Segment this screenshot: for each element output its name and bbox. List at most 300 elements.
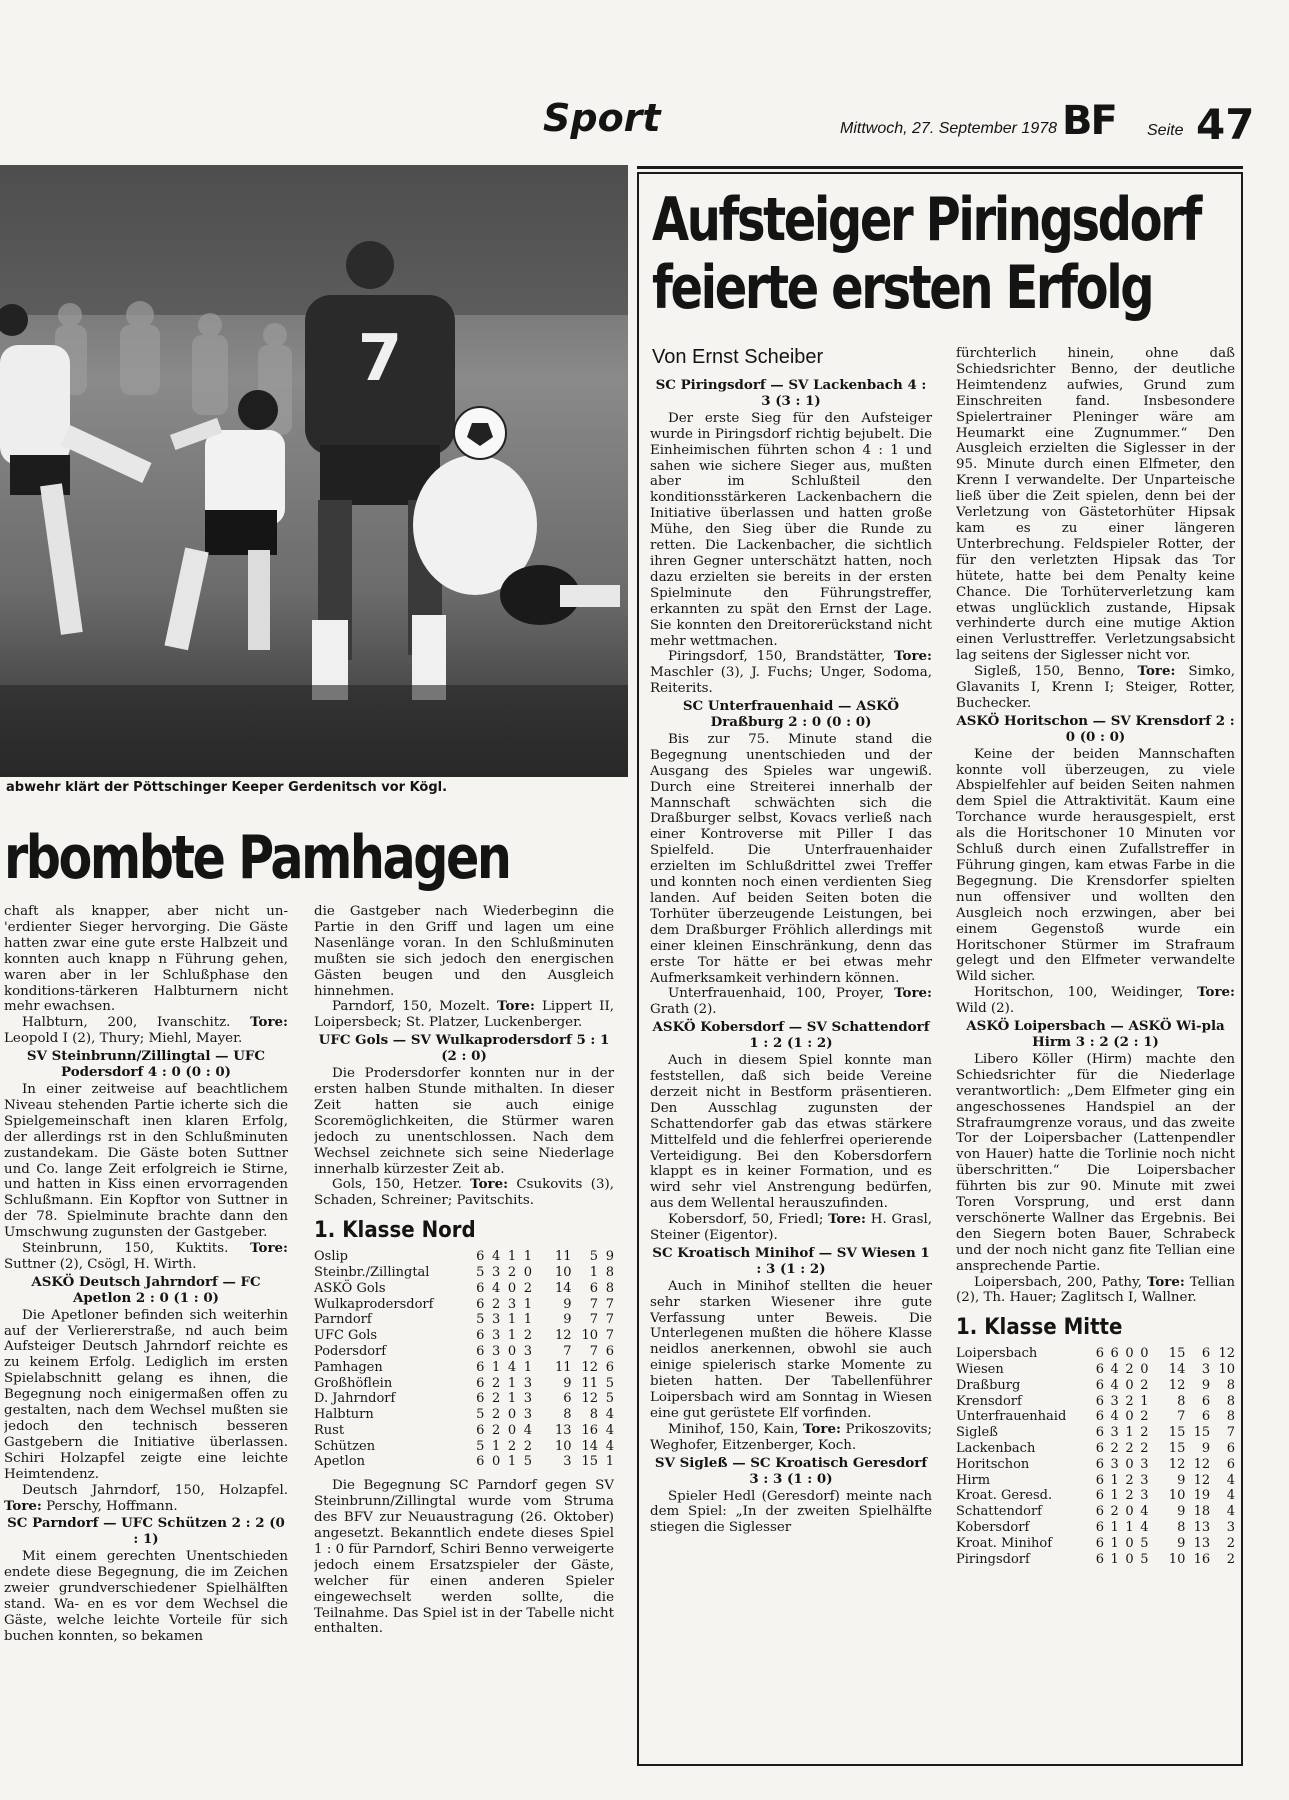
standings-cell: 4 — [1226, 1488, 1235, 1504]
match-venue-referee: Steinbrunn, 150, Kuktits. — [22, 1241, 251, 1257]
standings-cell: 2 — [507, 1438, 517, 1454]
team-name: Oslip — [314, 1249, 348, 1265]
right-headline: Aufsteiger Piringsdorf feierte ersten Erfolg — [652, 185, 1200, 323]
standings-row — [956, 1504, 1235, 1520]
team-name: Kroat. Geresd. — [956, 1488, 1053, 1504]
standings-cell: 16 — [1193, 1551, 1211, 1567]
standings-row — [956, 1457, 1235, 1473]
match-venue-referee: Unterfrauenhaid, 100, Proyer, — [668, 986, 895, 1002]
standings-cell: 2 — [1125, 1488, 1134, 1504]
standings-cell: 4 — [1110, 1377, 1119, 1393]
match-heading: ASKÖ Horitschon — SV Krensdorf 2 : 0 (0 : 0) — [956, 712, 1235, 745]
standings-cell: 3 — [563, 1454, 572, 1470]
goal-scorers: Maschler (3), J. Fuchs; Unger, Sodoma, Reiterits. — [650, 665, 932, 697]
standings-cell: 10 — [554, 1438, 572, 1454]
team-name: Steinbr./Zillingtal — [314, 1264, 430, 1280]
standings-row — [314, 1281, 614, 1297]
standings-cell: 3 — [1140, 1488, 1149, 1504]
standings-cell: 6 — [476, 1280, 485, 1296]
match-result-line — [4, 1015, 288, 1047]
standings-cell: 1 — [1110, 1472, 1119, 1488]
standings-cell: 2 — [523, 1328, 532, 1344]
goals-label: Tore: — [894, 985, 932, 1002]
article-paragraph: Auch in Minihof stellten die heuer sehr starken Wiesener ihre gute Verfassung unter Beweis. Die Unterlegenen mußten die höhere Klasse neidlos anerkennen, obwohl sie auch einige spielerisch starke Momente zu bieten hatten. Der Tabellenführer Loipersbach wird am Sonntag in Wiesen eine gut gerüstete Elf vorfinden. — [650, 1278, 932, 1421]
match-result-line — [650, 1422, 932, 1454]
standings-cell: 4 — [523, 1422, 532, 1438]
goal-scorers: Lippert II, Loipersbeck; St. Platzer, Luckenberger. — [314, 999, 614, 1031]
team-name: Piringsdorf — [956, 1551, 1030, 1567]
standings-row — [956, 1378, 1235, 1394]
standings-row — [314, 1454, 614, 1470]
goal-scorers: Tellian (2), Th. Hauer; Zaglitsch I, Wallner. — [956, 1274, 1235, 1306]
standings-cell: 4 — [1226, 1472, 1235, 1488]
standings-cell: 7 — [589, 1312, 599, 1328]
standings-cell: 6 — [1095, 1504, 1104, 1520]
match-venue-referee: Deutsch Jahrndorf, 150, Holzapfel. — [22, 1482, 288, 1498]
standings-cell: 6 — [1226, 1456, 1235, 1472]
standings-cell: 6 — [476, 1359, 485, 1375]
team-name: ASKÖ Gols — [314, 1280, 386, 1296]
standings-cell: 1 — [1125, 1520, 1134, 1536]
standings-cell: 1 — [507, 1249, 517, 1265]
standings-cell: 4 — [1110, 1409, 1119, 1425]
standings-cell: 7 — [605, 1296, 614, 1312]
standings-cell: 1 — [507, 1375, 517, 1391]
byline: Von Ernst Scheiber — [652, 346, 824, 368]
standings-cell: 0 — [523, 1264, 532, 1280]
standings-cell: 1 — [507, 1454, 517, 1470]
box-top-rule — [637, 166, 1243, 169]
standings-cell: 15 — [1168, 1346, 1186, 1362]
standings-cell: 2 — [1140, 1409, 1149, 1425]
standings-row — [956, 1441, 1235, 1457]
standings-cell: 0 — [1125, 1551, 1134, 1567]
standings-cell: 12 — [1218, 1346, 1235, 1362]
standings-row — [314, 1376, 614, 1392]
match-heading: ASKÖ Loipersbach — ASKÖ Wi-pla Hirm 3 : 2 (2 : 1) — [966, 1018, 1225, 1050]
standings-cell: 3 — [1110, 1393, 1119, 1409]
article-paragraph: fürchterlich hinein, ohne daß Schiedsrichter Benno, der deutliche Heimtendenz aufwies, Grund zum Einschreiten fand. Insbesondere Spielertrainer Pleninger wäre am Heumarkt eine Zugnummer.“ Den Ausgleich erzielten die Siglesser in der 95. Minute durch einen Elfmeter, den Krenn I verwandelte. Der Unparteische ließ über die Zeit spielen, denn bei der Verletzung von Gästetorhüter Hipsak kam es zu einer längeren Unterbrechung. Feldspieler Rotter, der für den verletzten Hipsak das Tor hütete, hatte bei dem Penalty keine Chance. Die Torhüterverletzung kam etwas unglücklich zustande, Hipsak verhinderte durch eine mutige Aktion einen Verlusttreffer. Verletzungsabsicht lag seitens der Siglesser nicht vor. — [956, 346, 1235, 664]
standings-cell: 6 — [476, 1343, 485, 1359]
standings-cell: 9 — [1201, 1441, 1211, 1457]
standings-cell: 6 — [1095, 1409, 1104, 1425]
standings-cell: 6 — [476, 1296, 485, 1312]
standings-cell: 1 — [1110, 1488, 1119, 1504]
standings-cell: 2 — [491, 1422, 501, 1438]
standings-cell: 8 — [1177, 1520, 1186, 1536]
match-venue-referee: Sigleß, 150, Benno, — [974, 664, 1138, 680]
standings-cell: 0 — [1125, 1377, 1134, 1393]
standings-cell: 0 — [1125, 1456, 1134, 1472]
standings-cell: 8 — [563, 1407, 572, 1423]
standings-cell: 6 — [1095, 1425, 1104, 1441]
standings-cell: 3 — [1226, 1520, 1235, 1536]
article-paragraph: Keine der beiden Mannschaften konnte voll überzeugen, zu viele Abspielfehler auf beiden Seiten nahmen dem Spiel die Attraktivität. Kaum eine Torchance wurde herausgespielt, erst als die Horitschoner 10 Minuten vor Schluß durch einen Zufallstreffer in Führung gingen, kam etwas Farbe in die Begegnung. Die Krensdorfer spielten nun offensiver und wollten den Ausgleich noch erzwingen, aber bei einem Gegenstoß wurde ein Horitschoner Stürmer im Strafraum gelegt und den Elfmeter verwandelte Wild sicher. — [956, 746, 1235, 985]
team-name: Horitschon — [956, 1456, 1030, 1472]
standings-cell: 0 — [1140, 1362, 1149, 1378]
standings-cell: 8 — [605, 1264, 614, 1280]
team-name: Großhöflein — [314, 1375, 393, 1391]
match-result-line — [650, 649, 932, 697]
goals-label: Tore: — [1137, 663, 1176, 680]
standings-cell: 0 — [507, 1407, 517, 1423]
standings-cell: 1 — [491, 1438, 501, 1454]
standings-cell: 1 — [1110, 1520, 1119, 1536]
goal-scorers: H. Grasl, Steiner (Eigentor). — [650, 1212, 932, 1244]
standings-cell: 3 — [1201, 1362, 1211, 1378]
match-heading: SC Parndorf — UFC Schützen 2 : 2 (0 : 1) — [7, 1515, 285, 1548]
standings-cell: 4 — [605, 1422, 614, 1438]
standings-cell: 6 — [1226, 1441, 1235, 1457]
standings-cell: 6 — [476, 1328, 485, 1344]
standings-cell: 3 — [491, 1343, 501, 1359]
standings-cell: 10 — [554, 1264, 572, 1280]
standings-row — [956, 1394, 1235, 1410]
standings-cell: 2 — [491, 1296, 501, 1312]
standings-cell: 6 — [1095, 1346, 1104, 1362]
right-article-column-2 — [956, 346, 1235, 1756]
left-article-column-1 — [4, 904, 288, 1764]
standings-cell: 2 — [1140, 1441, 1149, 1457]
standings-cell: 18 — [1193, 1504, 1211, 1520]
match-result-line — [314, 1177, 614, 1209]
goals-label: Tore: — [803, 1420, 841, 1437]
standings-cell: 8 — [1226, 1393, 1235, 1409]
standings-cell: 12 — [1168, 1377, 1186, 1393]
standings-row — [314, 1344, 614, 1360]
football-photo — [0, 165, 628, 777]
standings-cell: 4 — [1140, 1504, 1149, 1520]
table-nord-title: 1. Klasse Nord — [314, 1218, 476, 1244]
standings-cell: 0 — [1125, 1504, 1134, 1520]
standings-cell: 14 — [554, 1280, 572, 1296]
match-result-line — [956, 985, 1235, 1017]
standings-cell: 6 — [1095, 1441, 1104, 1457]
jersey-number: 7 — [357, 322, 403, 396]
team-name: Parndorf — [314, 1312, 372, 1328]
standings-cell: 9 — [1201, 1377, 1211, 1393]
article-paragraph: die Gastgeber nach Wiederbeginn die Partie in den Griff und lagen um eine Nasenlänge voran. In den Schlußminuten mußten sie sich jedoch den energischen Gästen beugen und den Ausgleich hinnehmen. — [314, 904, 614, 999]
standings-cell: 2 — [1226, 1551, 1235, 1567]
team-name: UFC Gols — [314, 1328, 378, 1344]
standings-row — [956, 1520, 1235, 1536]
issue-date: Mittwoch, 27. September 1978 — [840, 120, 1058, 137]
team-name: Unterfrauenhaid — [956, 1409, 1067, 1425]
standings-cell: 4 — [491, 1249, 501, 1265]
standings-cell: 6 — [476, 1249, 485, 1265]
standings-cell: 9 — [1177, 1472, 1186, 1488]
standings-cell: 2 — [523, 1280, 532, 1296]
article-paragraph: Auch in diesem Spiel konnte man feststellen, daß sich beide Vereine derzeit nicht in Bestform präsentieren. Den Ausschlag zugunsten der Schattendorfer gab das etwas stärkere Mittelfeld und die fehlerfrei operierende Verteidigung. Bei den Kobersdorfern klappt es in keiner Formation, und es wird sehr viel Anstrengung bedürfen, aus dem Wellental herauszufinden. — [650, 1053, 932, 1212]
standings-cell: 7 — [1177, 1409, 1186, 1425]
goal-scorers: Prikoszovits; Weghofer, Eitzenberger, Koch. — [650, 1421, 932, 1453]
left-article-column-2 — [314, 904, 614, 1764]
standings-cell: 6 — [1095, 1520, 1104, 1536]
standings-cell: 3 — [491, 1264, 501, 1280]
goal-scorers: Csukovits (3), Schaden, Schreiner; Pavitschits. — [314, 1177, 614, 1209]
standings-cell: 9 — [563, 1312, 572, 1328]
standings-cell: 7 — [605, 1312, 614, 1328]
standings-cell: 9 — [1177, 1535, 1186, 1551]
team-name: Rust — [314, 1422, 345, 1438]
right-article-column-1 — [650, 376, 932, 1756]
standings-cell: 4 — [605, 1407, 614, 1423]
match-result-line — [4, 1483, 288, 1515]
standings-cell: 3 — [523, 1391, 532, 1407]
standings-cell: 0 — [1125, 1409, 1134, 1425]
match-venue-referee: Horitschon, 100, Weidinger, — [974, 985, 1198, 1001]
standings-cell: 12 — [581, 1359, 599, 1375]
standings-table-nord — [314, 1249, 614, 1470]
standings-cell: 12 — [554, 1328, 572, 1344]
standings-cell: 2 — [523, 1438, 532, 1454]
match-heading: SC Piringsdorf — SV Lackenbach 4 : 3 (3 : 1) — [655, 377, 927, 409]
standings-row — [314, 1391, 614, 1407]
standings-cell: 6 — [605, 1359, 614, 1375]
goal-scorers: Perschy, Hoffmann. — [41, 1498, 178, 1514]
goals-label: Tore: — [828, 1211, 867, 1228]
parndorf-note: Die Begegnung SC Parndorf gegen SV Steinbrunn/Zillingtal wurde vom Struma des BFV zur Neuaustragung (26. Oktober) angesetzt. Bekanntlich endete dieses Spiel 1 : 0 für Parndorf, Schiri Benno verweigerte jedoch einem Ersatzspieler der Gäste, welcher für einen anderen Spieler eingewechselt werden sollte, die Teilnahme. Das Spiel ist in der Tabelle nicht enthalten. — [314, 1478, 614, 1637]
standings-cell: 4 — [1110, 1362, 1119, 1378]
match-result-line — [956, 664, 1235, 712]
match-heading: SC Unterfrauenhaid — ASKÖ Draßburg 2 : 0 (0 : 0) — [682, 698, 900, 731]
standings-row — [314, 1328, 614, 1344]
standings-cell: 6 — [1095, 1362, 1104, 1378]
standings-cell: 4 — [507, 1359, 517, 1375]
standings-cell: 8 — [1226, 1409, 1235, 1425]
goals-label: Tore: — [470, 1176, 509, 1193]
standings-cell: 2 — [1125, 1472, 1134, 1488]
goals-label: Tore: — [4, 1497, 42, 1514]
goals-label: Tore: — [250, 1240, 288, 1257]
standings-cell: 1 — [605, 1454, 614, 1470]
standings-cell: 19 — [1193, 1488, 1211, 1504]
article-paragraph: Die Prodersdorfer konnten nur in der ersten halben Stunde mithalten. In dieser Zeit hatten sie auch einige Scoremöglichkeiten, die Stürmer waren jedoch zu unentschlossen. Nach dem Wechsel zeichnete sich seine Niederlage innerhalb kürzester Zeit ab. — [314, 1066, 614, 1177]
standings-cell: 0 — [507, 1422, 517, 1438]
standings-cell: 3 — [523, 1343, 532, 1359]
page-label: Seite — [1147, 122, 1184, 139]
goal-scorers: Grath (2). — [650, 1002, 717, 1018]
team-name: Wulkaprodersdorf — [314, 1296, 434, 1312]
standings-row — [956, 1425, 1235, 1441]
team-name: Halbturn — [314, 1407, 374, 1423]
standings-cell: 1 — [1110, 1535, 1119, 1551]
standings-cell: 2 — [1125, 1362, 1134, 1378]
article-paragraph: Mit einem gerechten Unentschieden endete diese Begegnung, die im Zeichen zweier grundverschiedener Spielhälften stand. Wa- en es vor dem Wechsel die Gäste, welche leichte Vorteile für sich buchen konnten, so bekamen — [4, 1549, 288, 1644]
standings-cell: 2 — [491, 1391, 501, 1407]
standings-cell: 1 — [523, 1312, 532, 1328]
standings-cell: 7 — [605, 1328, 614, 1344]
match-heading: UFC Gols — SV Wulkaprodersdorf 5 : 1 (2 : 0) — [318, 1032, 610, 1065]
standings-cell: 5 — [476, 1312, 485, 1328]
standings-cell: 11 — [554, 1249, 572, 1265]
standings-cell: 12 — [1193, 1472, 1211, 1488]
standings-cell: 3 — [1110, 1425, 1119, 1441]
standings-cell: 10 — [1168, 1551, 1186, 1567]
standings-cell: 5 — [1140, 1535, 1149, 1551]
standings-cell: 6 — [476, 1422, 485, 1438]
standings-cell: 7 — [563, 1343, 572, 1359]
standings-cell: 3 — [1110, 1456, 1119, 1472]
standings-cell: 5 — [605, 1391, 614, 1407]
standings-cell: 11 — [554, 1359, 572, 1375]
standings-cell: 5 — [589, 1249, 599, 1265]
standings-cell: 15 — [1168, 1425, 1186, 1441]
standings-cell: 3 — [523, 1407, 532, 1423]
match-result-line — [314, 999, 614, 1031]
standings-cell: 1 — [507, 1312, 517, 1328]
match-venue-referee: Kobersdorf, 50, Friedl; — [668, 1212, 829, 1228]
team-name: Pamhagen — [314, 1359, 383, 1375]
standings-cell: 0 — [507, 1343, 517, 1359]
match-venue-referee: Minihof, 150, Kain, — [668, 1421, 804, 1437]
goal-scorers: Leopold I (2), Thury; Miehl, Mayer. — [4, 1031, 243, 1047]
standings-cell: 1 — [1140, 1393, 1149, 1409]
standings-cell: 11 — [581, 1375, 599, 1391]
standings-row — [314, 1312, 614, 1328]
goals-label: Tore: — [497, 998, 535, 1015]
article-paragraph: Spieler Hedl (Geresdorf) meinte nach dem Spiel: „In der zweiten Spielhälfte stiegen die Siglesser — [650, 1488, 932, 1536]
standings-cell: 13 — [1193, 1520, 1211, 1536]
match-result-line — [4, 1241, 288, 1273]
standings-cell: 7 — [589, 1343, 599, 1359]
standings-cell: 6 — [476, 1454, 485, 1470]
standings-cell: 14 — [581, 1438, 599, 1454]
standings-cell: 7 — [1226, 1425, 1235, 1441]
standings-cell: 0 — [491, 1454, 501, 1470]
standings-cell: 16 — [581, 1422, 599, 1438]
standings-row — [314, 1407, 614, 1423]
standings-cell: 13 — [554, 1422, 572, 1438]
standings-cell: 6 — [1095, 1551, 1104, 1567]
standings-cell: 5 — [476, 1438, 485, 1454]
article-paragraph: chaft als knapper, aber nicht un-'erdienter Sieger hervorging. Die Gäste hatten zwar eine gute erste Halbzeit und konnten auch knapp n Führung gehen, waren aber in ler Schlußphase den konditions-tärkeren Halbturnern nicht mehr ewachsen. — [4, 904, 288, 1015]
team-name: Wiesen — [956, 1362, 1004, 1378]
match-result-line — [650, 986, 932, 1018]
section-title: Sport — [543, 96, 661, 140]
standings-row — [956, 1346, 1235, 1362]
standings-cell: 4 — [605, 1438, 614, 1454]
standings-cell: 10 — [581, 1328, 599, 1344]
standings-cell: 12 — [1168, 1456, 1186, 1472]
photo-caption: abwehr klärt der Pöttschinger Keeper Gerdenitsch vor Kögl. — [6, 780, 448, 795]
standings-cell: 6 — [476, 1391, 485, 1407]
article-paragraph: Der erste Sieg für den Aufsteiger wurde in Piringsdorf richtig bejubelt. Die Einheimischen führten schon 4 : 1 und sahen wie sichere Sieger aus, mußten aber im Schlußteil den konditionsstärkeren Lackenbachern die Initiative überlassen und hatten große Mühe, den Sieg über die Runde zu retten. Die Lackenbacher, die sichtlich ihren Gegner unterschätzt hatten, noch dazu erzielten sie bereits in der ersten Spielminute den Führungstreffer, erkannten zu spät den Ernst der Lage. Sie konnten den Dreitorerückstand nicht mehr wettmachen. — [650, 410, 932, 649]
standings-cell: 1 — [589, 1264, 599, 1280]
standings-cell: 12 — [1193, 1456, 1211, 1472]
article-paragraph: Die Apetloner befinden sich weiterhin auf der Verliererstraße, nd auch beim Aufsteiger Deutsch Jahrndorf reichte es zu keinem Erfolg. Lediglich im ersten Spielabschnitt gelang es ihnen, die Begegnung noch einigermaßen offen zu gestalten, nach dem Wechsel mußten sie jedoch den technisch besseren Gastgebern die Initiative überlassen. Schiri Holzapfel zeigte eine leichte Heimtendenz. — [4, 1307, 288, 1482]
match-heading: SV Sigleß — SC Kroatisch Geresdorf 3 : 3 (1 : 0) — [654, 1454, 928, 1487]
goals-label: Tore: — [1197, 984, 1235, 1001]
standings-cell: 0 — [1125, 1346, 1134, 1362]
match-heading: SV Steinbrunn/Zillingtal — UFC Podersdorf 4 : 0 (0 : 0) — [26, 1048, 266, 1081]
standings-row — [314, 1249, 614, 1265]
standings-cell: 6 — [563, 1391, 572, 1407]
standings-row — [956, 1362, 1235, 1378]
standings-cell: 13 — [1193, 1535, 1211, 1551]
article-paragraph: Libero Köller (Hirm) machte den Schiedsrichter für die Niederlage verantwortlich: „Dem Elfmeter ging ein angeschossenes Handspiel an der Strafraumgrenze voraus, und das zweite Tor der Loipersbacher (Lattenpendler von Hauer) hatte die Torlinie noch nicht überschritten.“ Die Loipersbacher führten bis zur 90. Minute mit zwei Toren Vorsprung, und erst dann verschönerte Wallner das Ergebnis. Bei den Siegern boten Bauer, Schrabeck und der noch nicht ganz fite Tellian eine ansprechende Partie. — [956, 1051, 1235, 1274]
standings-cell: 6 — [589, 1280, 599, 1296]
standings-row — [956, 1552, 1235, 1568]
standings-cell: 6 — [1201, 1346, 1211, 1362]
team-name: Krensdorf — [956, 1393, 1022, 1409]
standings-cell: 5 — [523, 1454, 532, 1470]
standings-cell: 15 — [1193, 1425, 1211, 1441]
standings-cell: 15 — [1168, 1441, 1186, 1457]
standings-row — [314, 1360, 614, 1376]
match-venue-referee: Gols, 150, Hetzer. — [332, 1177, 471, 1193]
standings-cell: 3 — [523, 1375, 532, 1391]
team-name: Sigleß — [956, 1425, 998, 1441]
match-venue-referee: Halbturn, 200, Ivanschitz. — [22, 1015, 251, 1031]
standings-cell: 12 — [581, 1391, 599, 1407]
team-name: Kroat. Minihof — [956, 1535, 1053, 1551]
team-name: Hirm — [956, 1472, 991, 1488]
standings-cell: 10 — [1168, 1488, 1186, 1504]
match-heading: ASKÖ Deutsch Jahrndorf — FC Apetlon 2 : 0 (1 : 0) — [31, 1273, 261, 1306]
team-name: D. Jahrndorf — [314, 1391, 396, 1407]
standings-cell: 1 — [491, 1359, 501, 1375]
standings-cell: 6 — [1095, 1377, 1104, 1393]
standings-cell: 0 — [1140, 1346, 1149, 1362]
standings-cell: 0 — [1125, 1535, 1134, 1551]
standings-cell: 5 — [605, 1375, 614, 1391]
standings-cell: 2 — [1140, 1377, 1149, 1393]
standings-row — [956, 1488, 1235, 1504]
standings-cell: 9 — [1177, 1504, 1186, 1520]
standings-cell: 3 — [1140, 1472, 1149, 1488]
goals-label: Tore: — [1146, 1273, 1185, 1290]
standings-cell: 1 — [523, 1359, 532, 1375]
team-name: Draßburg — [956, 1377, 1021, 1393]
standings-cell: 1 — [507, 1328, 517, 1344]
standings-cell: 4 — [1226, 1504, 1235, 1520]
standings-row — [314, 1423, 614, 1439]
team-name: Apetlon — [314, 1454, 365, 1470]
standings-cell: 2 — [1125, 1393, 1134, 1409]
standings-cell: 15 — [581, 1454, 599, 1470]
standings-cell: 3 — [1140, 1456, 1149, 1472]
standings-cell: 6 — [1095, 1488, 1104, 1504]
standings-cell: 9 — [563, 1375, 572, 1391]
standings-cell: 1 — [507, 1391, 517, 1407]
standings-row — [314, 1439, 614, 1455]
standings-cell: 6 — [1095, 1535, 1104, 1551]
team-name: Kobersdorf — [956, 1520, 1030, 1536]
team-name: Schützen — [314, 1438, 376, 1454]
standings-cell: 6 — [476, 1375, 485, 1391]
standings-cell: 3 — [491, 1312, 501, 1328]
standings-cell: 8 — [605, 1280, 614, 1296]
standings-cell: 5 — [1140, 1551, 1149, 1567]
goal-scorers: Simko, Glavanits I, Krenn I; Steiger, Rotter, Buchecker. — [956, 664, 1235, 711]
standings-cell: 8 — [1226, 1377, 1235, 1393]
standings-cell: 1 — [1110, 1551, 1119, 1567]
standings-cell: 2 — [1226, 1535, 1235, 1551]
standings-row — [956, 1536, 1235, 1552]
match-result-line — [956, 1275, 1235, 1307]
standings-row — [956, 1473, 1235, 1489]
standings-cell: 9 — [605, 1249, 614, 1265]
standings-cell: 2 — [1110, 1441, 1119, 1457]
team-name: Lackenbach — [956, 1441, 1036, 1457]
page-number: 47 — [1196, 100, 1255, 149]
standings-cell: 6 — [1201, 1409, 1211, 1425]
standings-cell: 10 — [1218, 1362, 1235, 1378]
standings-row — [314, 1265, 614, 1281]
standings-cell: 2 — [491, 1407, 501, 1423]
standings-cell: 8 — [589, 1407, 599, 1423]
